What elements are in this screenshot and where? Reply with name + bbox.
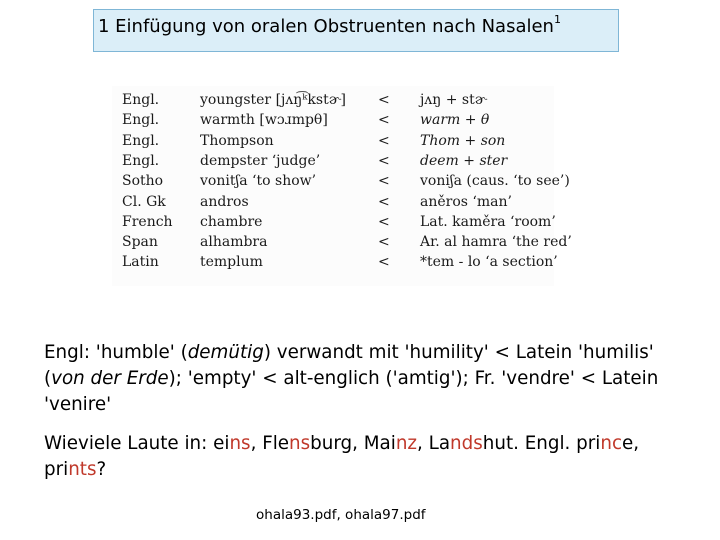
table-row: [112, 92, 554, 112]
source-cell: Lat. kaměra ‘room’: [420, 213, 556, 230]
source-cell: *tem - lo ‘a section’: [420, 254, 558, 271]
slide-title: [93, 9, 619, 52]
source-cell: Thom + son: [420, 132, 506, 149]
highlight-ns-eins: ns: [229, 433, 251, 454]
table-row: [112, 234, 572, 254]
paragraph-humble: [44, 340, 664, 418]
para1-text-1: Engl: 'humble' (: [44, 342, 188, 363]
para2-text-2: , Fle: [250, 433, 290, 454]
table-row: [112, 214, 554, 234]
source-cell: voniʃa (caus. ‘to see’): [420, 173, 570, 190]
word-cell: vonitʃa ‘to show’: [200, 173, 317, 190]
derivation-sign: <: [378, 193, 390, 210]
source-cell: deem + ster: [420, 152, 508, 169]
table-row: [112, 194, 554, 214]
para1-text-3: ) verwandt mit 'humility' < Latein 'humilis' (: [44, 342, 654, 389]
highlight-nz-mainz: nz: [395, 433, 418, 454]
derivation-sign: <: [378, 152, 390, 169]
source-footer: ohala93.pdf, ohala97.pdf: [256, 507, 426, 523]
table-row: [112, 173, 570, 193]
highlight-nc-prince: nc: [600, 433, 623, 454]
highlight-ns-flensburg: ns: [289, 433, 311, 454]
highlight-nts-prints: nts: [68, 459, 97, 480]
derivation-sign: <: [378, 112, 390, 129]
title-text: 1 Einfügung von oralen Obstruenten nach Nasalen: [98, 16, 554, 37]
language-cell: Span: [122, 234, 158, 251]
word-cell: templum: [200, 254, 263, 271]
para2-text-5: hut. Engl. pri: [482, 433, 601, 454]
para2-text-3: burg, Mai: [310, 433, 396, 454]
para2-text-1: Wieviele Laute in: ei: [44, 433, 230, 454]
para1-italic-demuetig: demütig: [187, 342, 264, 363]
derivation-sign: <: [378, 234, 390, 251]
language-cell: Engl.: [122, 132, 160, 149]
word-cell: chambre: [200, 213, 263, 230]
table-row: [112, 112, 554, 132]
highlight-nds-landshut: nds: [450, 433, 483, 454]
word-cell: alhambra: [200, 234, 268, 251]
source-cell: Ar. al hamra ‘the red’: [420, 234, 572, 251]
word-cell: andros: [200, 193, 249, 210]
derivation-sign: <: [378, 213, 390, 230]
derivation-sign: <: [378, 92, 390, 108]
para2-text-7: ?: [96, 459, 107, 480]
language-cell: Sotho: [122, 173, 164, 190]
derivation-sign: <: [378, 254, 390, 271]
title-footnote-mark: 1: [553, 13, 561, 26]
source-cell: warm + θ: [420, 112, 490, 129]
language-cell: Latin: [122, 254, 159, 271]
table-row: [112, 153, 554, 173]
derivation-sign: <: [378, 132, 390, 149]
language-cell: Engl.: [122, 92, 160, 108]
scanned-example-table: [112, 86, 572, 286]
word-cell: dempster ‘judge’: [200, 152, 321, 169]
word-cell: Thompson: [200, 132, 274, 149]
para2-text-4: , La: [417, 433, 451, 454]
language-cell: Engl.: [122, 112, 160, 129]
language-cell: French: [122, 213, 173, 230]
para2-text-6: e, pri: [44, 433, 640, 480]
para1-italic-erde: von der Erde: [51, 368, 169, 389]
language-cell: Engl.: [122, 152, 160, 169]
source-cell: aněros ‘man’: [420, 193, 512, 210]
derivation-sign: <: [378, 173, 390, 190]
source-cell: jʌŋ + stɚ: [420, 92, 487, 108]
para1-text-5: ); 'empty' < alt-englich ('amtig'); Fr. 'vendre' < Latein 'venire': [44, 368, 659, 415]
word-cell: youngster [jʌŋ͡ᵏkstɚ]: [200, 92, 346, 108]
table-row: [112, 133, 554, 153]
paragraph-question: [44, 431, 664, 483]
word-cell: warmth [wɔɹmpθ]: [200, 112, 328, 129]
language-cell: Cl. Gk: [122, 193, 166, 210]
table-row: [112, 254, 558, 274]
